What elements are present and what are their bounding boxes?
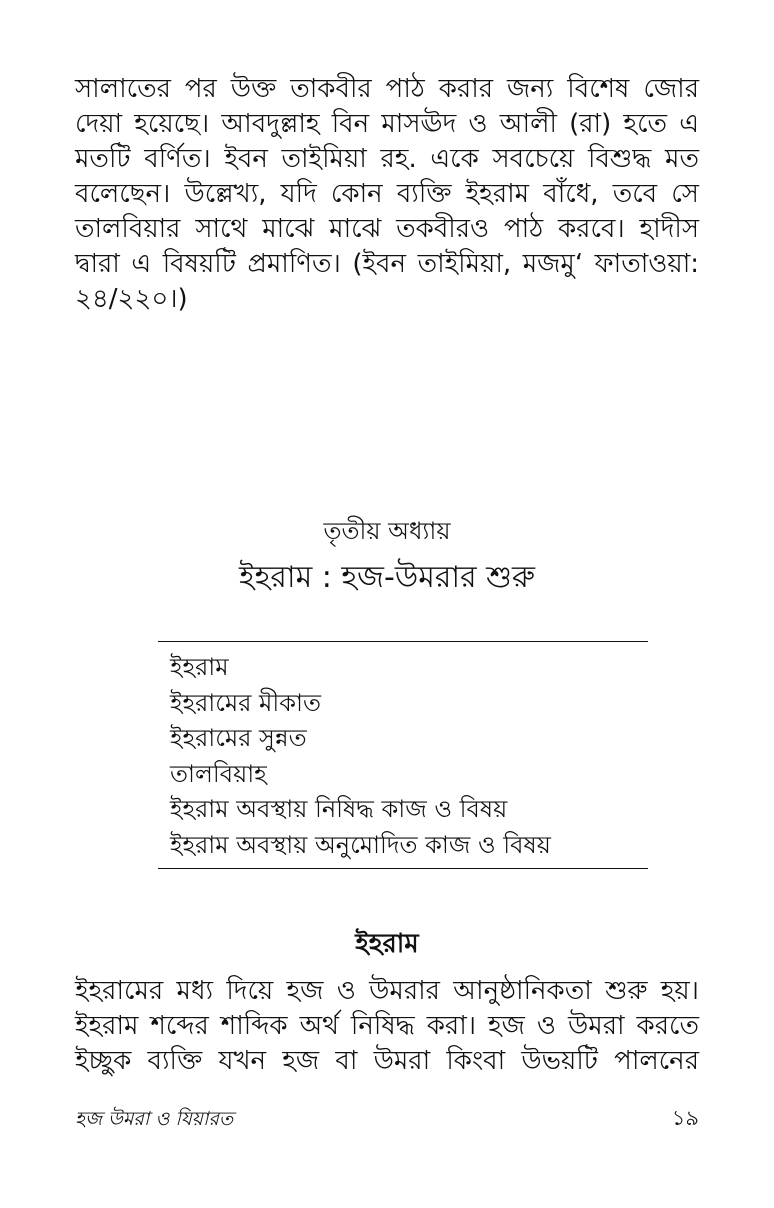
chapter-label: তৃতীয় অধ্যায় (323, 517, 451, 545)
contents-item: ইহরামের সুন্নত (170, 724, 307, 752)
contents-item: তালবিয়াহ (170, 759, 267, 788)
contents-item: ইহরাম অবস্থায় অনুমোদিত কাজ ও বিষয় (170, 830, 551, 859)
body-paragraph-top: সালাতের পর উক্ত তাকবীর পাঠ করার জন্য বিশেষ জোর দেয়া হয়েছে। আবদুল্লাহ বিন মাসঊদ ও আলী (রা) হতে এ মতটি বর্ণিত। ইবন তাইমিয়া রহ. একে সবচেয়ে বিশুদ্ধ মত বলেছেন। উল্লেখ্য, যদি কোন ব্যক্তি ইহরাম বাঁধে, তবে সে তালবিয়ার সাথে মাঝে মাঝে তকবীরও পাঠ করবে। হাদীস দ্বারা এ বিষয়টি প্রমাণিত। (ইবন তাইমিয়া, মজমু‘ ফাতাওয়া: ২৪/২২০।) (75, 74, 699, 314)
page-number: ১৯ (671, 1106, 699, 1130)
chapter-title: ইহরাম : হজ-উমরার শুরু (239, 560, 535, 595)
contents-bottom-divider (158, 868, 648, 869)
running-footer-title: হজ উমরা ও যিয়ারত (75, 1108, 234, 1130)
section-heading: ইহরাম (355, 929, 419, 959)
body-paragraph-bottom: ইহরামের মধ্য দিয়ে হজ ও উমরার আনুষ্ঠানিকতা শুরু হয়। ইহরাম শব্দের শাব্দিক অর্থ নিষিদ্ধ করা। হজ ও উমরা করতে ইচ্ছুক ব্যক্তি যখন হজ বা উমরা কিংবা উভয়টি পালনের (75, 976, 699, 1076)
contents-item: ইহরামের মীকাত (170, 688, 322, 717)
contents-item: ইহরাম অবস্থায় নিষিদ্ধ কাজ ও বিষয় (170, 795, 508, 823)
chapter-contents-list (170, 650, 640, 863)
contents-item: ইহরাম (170, 653, 229, 681)
contents-top-divider (158, 641, 648, 642)
